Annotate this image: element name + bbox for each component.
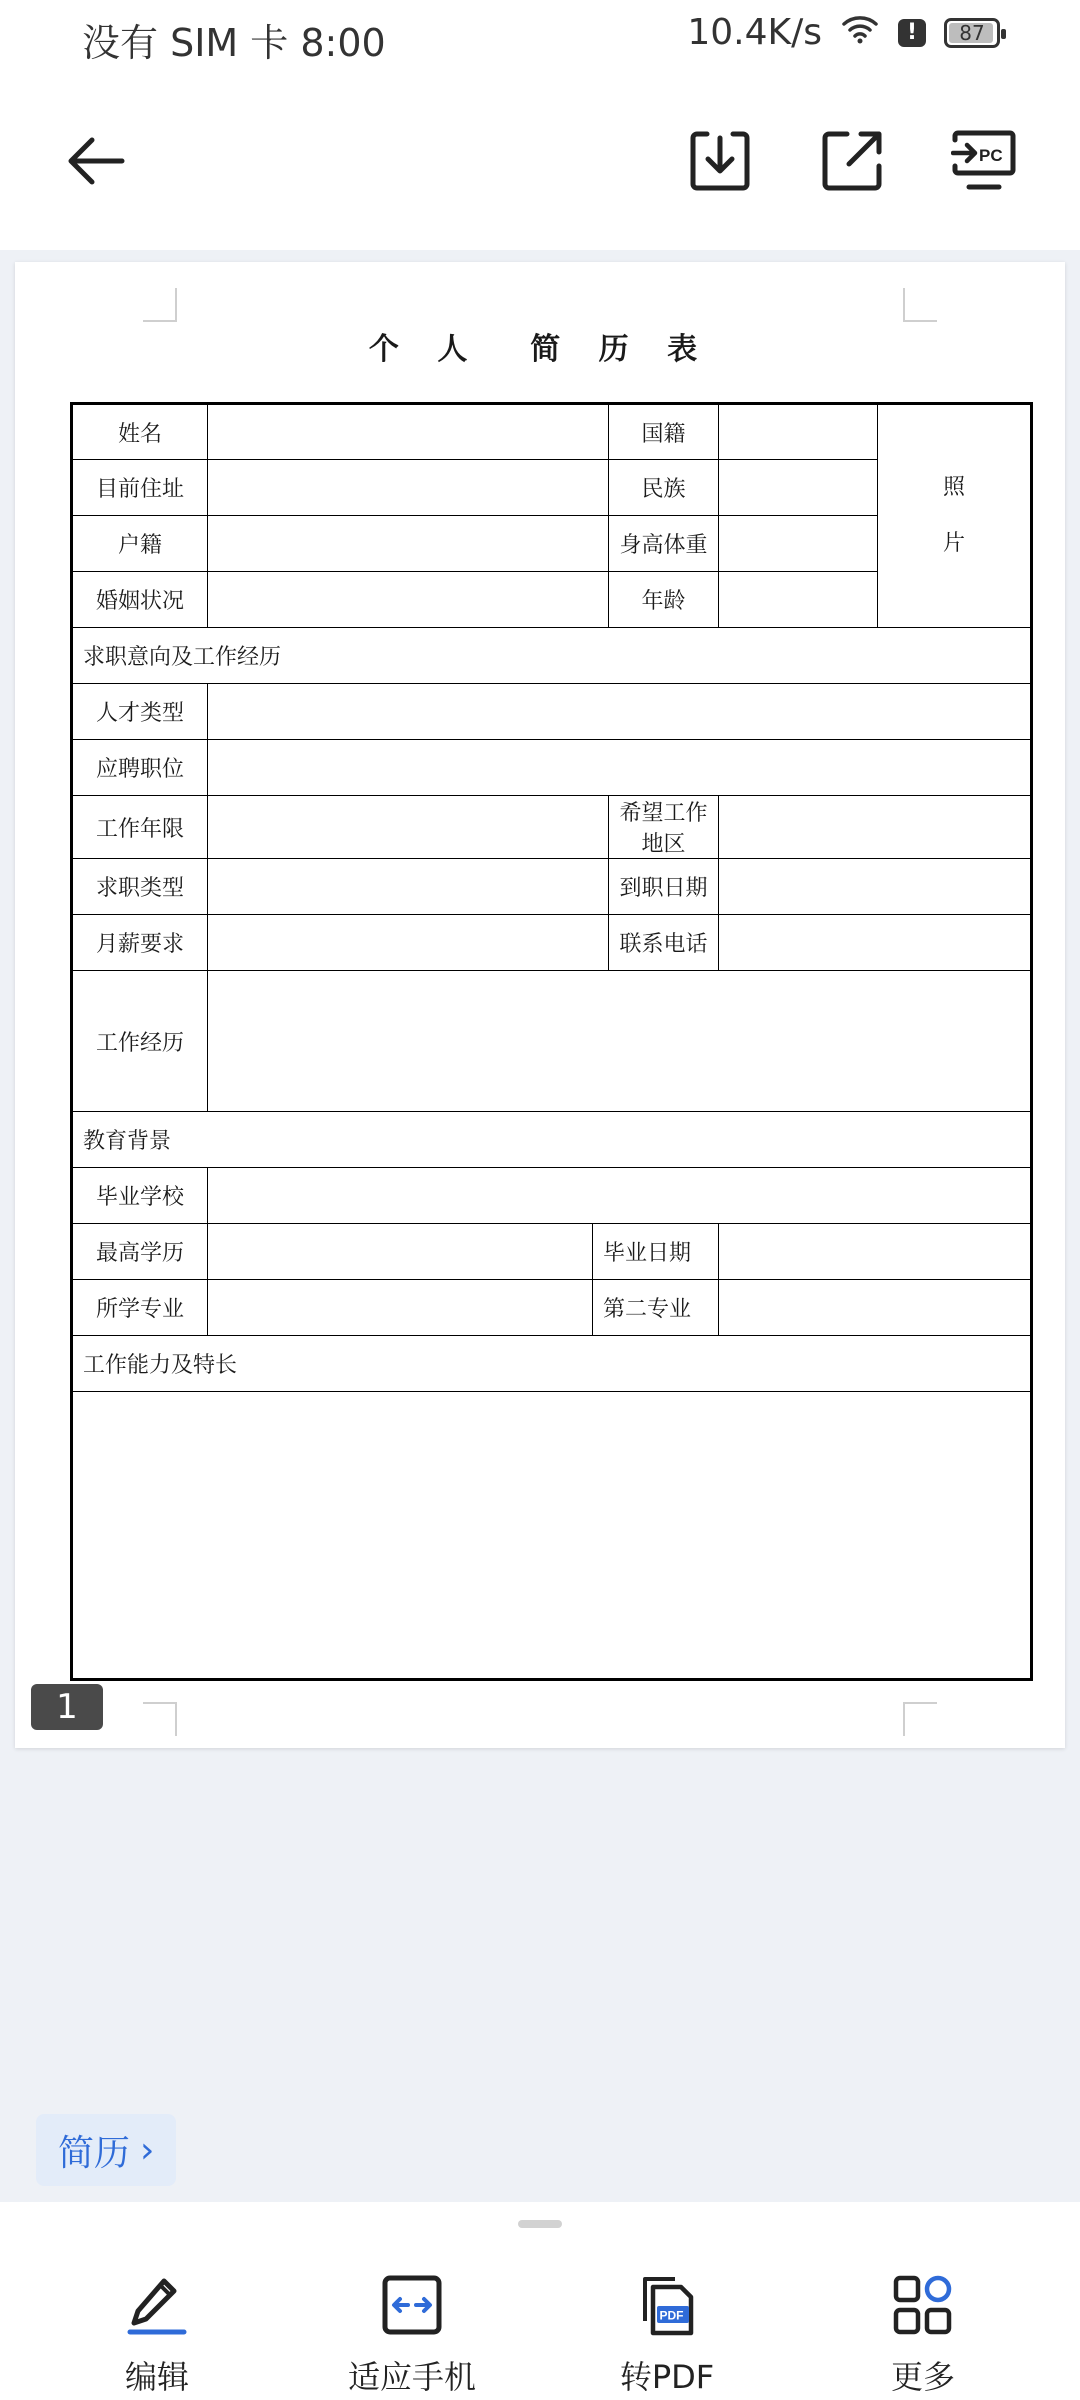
edit-button[interactable] [57, 2270, 257, 2398]
status-icons [687, 12, 1000, 53]
value-cell[interactable] [719, 516, 878, 572]
label-name: 姓名 [72, 404, 208, 460]
crop-mark [903, 1702, 937, 1736]
status-bar [0, 0, 1080, 76]
label-age: 年龄 [609, 572, 719, 628]
fit-phone-button[interactable] [312, 2270, 512, 2398]
pc-text: PC [979, 146, 1003, 165]
label-nationality: 国籍 [609, 404, 719, 460]
table-row [72, 971, 1032, 1112]
label-second-major: 第二专业 [593, 1280, 719, 1336]
table-row [72, 1168, 1032, 1224]
label-start-date: 到职日期 [609, 859, 719, 915]
label-hukou: 户籍 [72, 516, 208, 572]
crop-mark [903, 288, 937, 322]
value-cell[interactable] [208, 971, 1032, 1112]
resume-form-table [70, 402, 1033, 1681]
value-cell[interactable] [208, 516, 609, 572]
convert-pdf-button[interactable] [567, 2270, 767, 2398]
top-toolbar [0, 76, 1080, 250]
battery-level: 87 [959, 20, 985, 45]
section-job-intent: 求职意向及工作经历 [72, 628, 1032, 684]
label-experience: 工作经历 [72, 971, 208, 1112]
battery-icon [944, 18, 1000, 48]
value-cell[interactable] [208, 1168, 1032, 1224]
label-phone: 联系电话 [609, 915, 719, 971]
share-icon[interactable] [812, 121, 892, 201]
value-cell[interactable] [208, 1224, 593, 1280]
value-cell[interactable] [208, 1280, 593, 1336]
label-position: 应聘职位 [72, 740, 208, 796]
breadcrumb-chip[interactable] [36, 2114, 176, 2186]
value-cell[interactable] [208, 796, 609, 859]
edit-pencil-icon [122, 2270, 192, 2340]
bottom-toolbar [0, 2202, 1080, 2400]
table-row [72, 1280, 1032, 1336]
download-icon[interactable] [680, 121, 760, 201]
value-cell[interactable] [719, 915, 1032, 971]
value-cell[interactable] [208, 572, 609, 628]
drag-handle[interactable] [518, 2220, 562, 2228]
section-skills: 工作能力及特长 [72, 1336, 1032, 1392]
section-education: 教育背景 [72, 1112, 1032, 1168]
label-salary: 月薪要求 [72, 915, 208, 971]
value-cell[interactable] [719, 796, 1032, 859]
chevron-right-icon: › [140, 2129, 155, 2171]
pdf-icon-text: PDF [659, 2308, 684, 2323]
breadcrumb-label: 简历 [58, 2132, 131, 2174]
label-degree: 最高学历 [72, 1224, 208, 1280]
value-cell[interactable] [208, 740, 1032, 796]
table-row [72, 740, 1032, 796]
table-row [72, 404, 1032, 460]
value-cell[interactable] [719, 572, 878, 628]
label-talent-type: 人才类型 [72, 684, 208, 740]
label-height-weight: 身高体重 [609, 516, 719, 572]
label-grad-date: 毕业日期 [593, 1224, 719, 1280]
value-cell[interactable] [719, 1280, 1032, 1336]
label-address: 目前住址 [72, 460, 208, 516]
value-cell[interactable] [208, 915, 609, 971]
alert-icon: ! [898, 19, 926, 47]
table-row [72, 915, 1032, 971]
wifi-icon [840, 12, 880, 53]
more-button[interactable] [823, 2270, 1023, 2398]
send-to-pc-icon[interactable] [944, 121, 1024, 201]
document-title: 个 人 简 历 表 [368, 332, 712, 367]
table-row [72, 1112, 1032, 1168]
value-cell[interactable] [719, 1224, 1032, 1280]
label-major: 所学专业 [72, 1280, 208, 1336]
skills-value-cell[interactable] [72, 1392, 1032, 1680]
label-marital: 婚姻状况 [72, 572, 208, 628]
pdf-convert-icon [632, 2270, 702, 2340]
label-school: 毕业学校 [72, 1168, 208, 1224]
document-page[interactable] [15, 262, 1065, 1748]
photo-label-2: 片 [943, 531, 966, 556]
label-job-type: 求职类型 [72, 859, 208, 915]
crop-mark [143, 288, 177, 322]
table-row [72, 684, 1032, 740]
value-cell[interactable] [719, 404, 878, 460]
value-cell[interactable] [208, 684, 1032, 740]
table-row [72, 859, 1032, 915]
table-row [72, 1224, 1032, 1280]
photo-label-1: 照 [943, 475, 966, 500]
table-row [72, 796, 1032, 859]
label-region: 希望工作地区 [609, 796, 719, 859]
carrier-time: 没有 SIM 卡 8:00 [82, 21, 386, 65]
table-row [72, 628, 1032, 684]
fit-phone-icon [377, 2270, 447, 2340]
convert-pdf-label: 转PDF [619, 2358, 715, 2396]
back-arrow-icon[interactable] [56, 121, 136, 201]
label-ethnicity: 民族 [609, 460, 719, 516]
value-cell[interactable] [208, 404, 609, 460]
value-cell[interactable] [719, 460, 878, 516]
network-speed: 10.4K/s [687, 12, 822, 53]
crop-mark [143, 1702, 177, 1736]
fit-phone-label: 适应手机 [347, 2358, 476, 2396]
photo-cell[interactable] [878, 404, 1032, 628]
value-cell[interactable] [208, 859, 609, 915]
table-row [72, 1336, 1032, 1392]
table-row [72, 1392, 1032, 1680]
more-label: 更多 [890, 2358, 955, 2396]
label-years: 工作年限 [72, 796, 208, 859]
value-cell[interactable] [208, 460, 609, 516]
more-grid-icon [888, 2270, 958, 2340]
edit-label: 编辑 [124, 2358, 189, 2396]
value-cell[interactable] [719, 859, 1032, 915]
page-number-badge: 1 [31, 1684, 103, 1730]
